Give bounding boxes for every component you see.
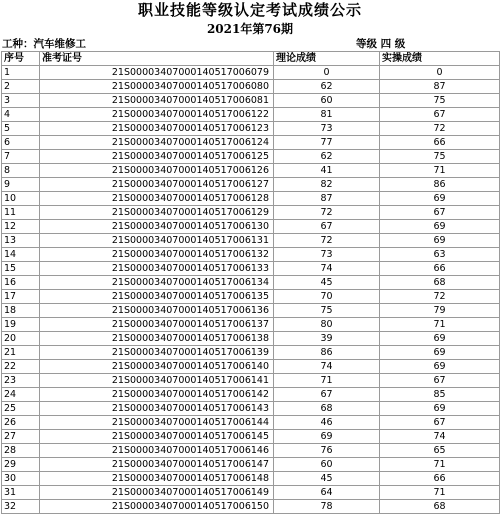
table-row — [2, 276, 500, 290]
exam-id-cell: 21S00003407000140517006149 — [40, 486, 274, 500]
table-row — [2, 136, 500, 150]
exam-id-cell: 21S00003407000140517006128 — [40, 192, 274, 206]
table-row — [2, 486, 500, 500]
theory-score-cell: 74 — [274, 262, 380, 276]
theory-score-cell: 87 — [274, 192, 380, 206]
row-index-cell: 11 — [2, 206, 40, 220]
exam-id-cell: 21S00003407000140517006127 — [40, 178, 274, 192]
theory-score-cell: 70 — [274, 290, 380, 304]
table-body — [2, 66, 500, 514]
practical-score-cell: 85 — [380, 388, 500, 402]
column-header-theory-score: 理论成绩 — [274, 52, 380, 66]
table-row — [2, 80, 500, 94]
practical-score-cell: 67 — [380, 374, 500, 388]
practical-score-cell: 69 — [380, 234, 500, 248]
exam-id-cell: 21S00003407000140517006142 — [40, 388, 274, 402]
row-index-cell: 27 — [2, 430, 40, 444]
table-row — [2, 262, 500, 276]
table-row — [2, 220, 500, 234]
table-row — [2, 472, 500, 486]
table-row — [2, 304, 500, 318]
row-index-cell: 10 — [2, 192, 40, 206]
exam-id-cell: 21S00003407000140517006079 — [40, 66, 274, 80]
exam-id-cell: 21S00003407000140517006132 — [40, 248, 274, 262]
row-index-cell: 2 — [2, 80, 40, 94]
practical-score-cell: 69 — [380, 346, 500, 360]
row-index-cell: 24 — [2, 388, 40, 402]
row-index-cell: 20 — [2, 332, 40, 346]
column-header-index: 序号 — [2, 52, 40, 66]
theory-score-cell: 82 — [274, 178, 380, 192]
exam-id-cell: 21S00003407000140517006147 — [40, 458, 274, 472]
row-index-cell: 26 — [2, 416, 40, 430]
theory-score-cell: 73 — [274, 122, 380, 136]
theory-score-cell: 73 — [274, 248, 380, 262]
practical-score-cell: 71 — [380, 318, 500, 332]
theory-score-cell: 45 — [274, 276, 380, 290]
practical-score-cell: 86 — [380, 178, 500, 192]
theory-score-cell: 68 — [274, 402, 380, 416]
practical-score-cell: 71 — [380, 486, 500, 500]
table-row — [2, 388, 500, 402]
exam-id-cell: 21S00003407000140517006133 — [40, 262, 274, 276]
exam-id-cell: 21S00003407000140517006143 — [40, 402, 274, 416]
theory-score-cell: 75 — [274, 304, 380, 318]
theory-score-cell: 64 — [274, 486, 380, 500]
practical-score-cell: 0 — [380, 66, 500, 80]
table-row — [2, 108, 500, 122]
exam-id-cell: 21S00003407000140517006140 — [40, 360, 274, 374]
table-row — [2, 94, 500, 108]
practical-score-cell: 68 — [380, 500, 500, 514]
exam-id-cell: 21S00003407000140517006080 — [40, 80, 274, 94]
theory-score-cell: 67 — [274, 220, 380, 234]
practical-score-cell: 71 — [380, 458, 500, 472]
theory-score-cell: 41 — [274, 164, 380, 178]
exam-id-cell: 21S00003407000140517006123 — [40, 122, 274, 136]
row-index-cell: 17 — [2, 290, 40, 304]
theory-score-cell: 78 — [274, 500, 380, 514]
meta-row — [0, 38, 500, 51]
practical-score-cell: 69 — [380, 402, 500, 416]
exam-id-cell: 21S00003407000140517006081 — [40, 94, 274, 108]
practical-score-cell: 75 — [380, 150, 500, 164]
table-row — [2, 122, 500, 136]
theory-score-cell: 0 — [274, 66, 380, 80]
row-index-cell: 23 — [2, 374, 40, 388]
column-header-practical-score: 实操成绩 — [380, 52, 500, 66]
work-type-label: 工种：汽车维修工 — [2, 38, 86, 50]
row-index-cell: 18 — [2, 304, 40, 318]
practical-score-cell: 63 — [380, 248, 500, 262]
practical-score-cell: 66 — [380, 472, 500, 486]
theory-score-cell: 76 — [274, 444, 380, 458]
exam-id-cell: 21S00003407000140517006134 — [40, 276, 274, 290]
document-subtitle: 2021年第76期 — [206, 22, 294, 36]
table-row — [2, 164, 500, 178]
exam-id-cell: 21S00003407000140517006139 — [40, 346, 274, 360]
row-index-cell: 1 — [2, 66, 40, 80]
practical-score-cell: 71 — [380, 164, 500, 178]
row-index-cell: 14 — [2, 248, 40, 262]
practical-score-cell: 65 — [380, 444, 500, 458]
theory-score-cell: 46 — [274, 416, 380, 430]
document-title: 职业技能等级认定考试成绩公示 — [137, 1, 362, 19]
table-row — [2, 416, 500, 430]
exam-id-cell: 21S00003407000140517006137 — [40, 318, 274, 332]
row-index-cell: 32 — [2, 500, 40, 514]
table-row — [2, 444, 500, 458]
table-row — [2, 318, 500, 332]
practical-score-cell: 72 — [380, 122, 500, 136]
table-row — [2, 178, 500, 192]
table-row — [2, 234, 500, 248]
table-row — [2, 360, 500, 374]
table-row — [2, 374, 500, 388]
row-index-cell: 16 — [2, 276, 40, 290]
score-table — [1, 51, 500, 514]
theory-score-cell: 62 — [274, 150, 380, 164]
table-row — [2, 192, 500, 206]
theory-score-cell: 74 — [274, 360, 380, 374]
practical-score-cell: 68 — [380, 276, 500, 290]
row-index-cell: 7 — [2, 150, 40, 164]
table-row — [2, 150, 500, 164]
table-header-row — [2, 52, 500, 66]
practical-score-cell: 74 — [380, 430, 500, 444]
table-row — [2, 346, 500, 360]
practical-score-cell: 67 — [380, 416, 500, 430]
theory-score-cell: 62 — [274, 80, 380, 94]
table-row — [2, 290, 500, 304]
exam-id-cell: 21S00003407000140517006129 — [40, 206, 274, 220]
practical-score-cell: 75 — [380, 94, 500, 108]
practical-score-cell: 66 — [380, 136, 500, 150]
exam-id-cell: 21S00003407000140517006131 — [40, 234, 274, 248]
theory-score-cell: 77 — [274, 136, 380, 150]
row-index-cell: 15 — [2, 262, 40, 276]
practical-score-cell: 67 — [380, 206, 500, 220]
practical-score-cell: 67 — [380, 108, 500, 122]
row-index-cell: 6 — [2, 136, 40, 150]
practical-score-cell: 72 — [380, 290, 500, 304]
row-index-cell: 4 — [2, 108, 40, 122]
table-row — [2, 430, 500, 444]
exam-id-cell: 21S00003407000140517006145 — [40, 430, 274, 444]
exam-id-cell: 21S00003407000140517006146 — [40, 444, 274, 458]
exam-id-cell: 21S00003407000140517006144 — [40, 416, 274, 430]
table-row — [2, 332, 500, 346]
theory-score-cell: 80 — [274, 318, 380, 332]
exam-id-cell: 21S00003407000140517006125 — [40, 150, 274, 164]
table-row — [2, 402, 500, 416]
theory-score-cell: 72 — [274, 206, 380, 220]
grade-label: 等级 四 级 — [356, 38, 406, 50]
exam-id-cell: 21S00003407000140517006136 — [40, 304, 274, 318]
row-index-cell: 8 — [2, 164, 40, 178]
theory-score-cell: 60 — [274, 458, 380, 472]
row-index-cell: 3 — [2, 94, 40, 108]
practical-score-cell: 79 — [380, 304, 500, 318]
exam-id-cell: 21S00003407000140517006130 — [40, 220, 274, 234]
practical-score-cell: 69 — [380, 220, 500, 234]
practical-score-cell: 87 — [380, 80, 500, 94]
table-row — [2, 66, 500, 80]
theory-score-cell: 60 — [274, 94, 380, 108]
theory-score-cell: 86 — [274, 346, 380, 360]
row-index-cell: 12 — [2, 220, 40, 234]
practical-score-cell: 69 — [380, 332, 500, 346]
exam-id-cell: 21S00003407000140517006138 — [40, 332, 274, 346]
exam-id-cell: 21S00003407000140517006124 — [40, 136, 274, 150]
row-index-cell: 5 — [2, 122, 40, 136]
practical-score-cell: 69 — [380, 192, 500, 206]
exam-id-cell: 21S00003407000140517006148 — [40, 472, 274, 486]
row-index-cell: 21 — [2, 346, 40, 360]
row-index-cell: 19 — [2, 318, 40, 332]
practical-score-cell: 66 — [380, 262, 500, 276]
exam-id-cell: 21S00003407000140517006141 — [40, 374, 274, 388]
table-row — [2, 206, 500, 220]
practical-score-cell: 69 — [380, 360, 500, 374]
theory-score-cell: 72 — [274, 234, 380, 248]
exam-id-cell: 21S00003407000140517006150 — [40, 500, 274, 514]
table-row — [2, 248, 500, 262]
table-row — [2, 458, 500, 472]
row-index-cell: 13 — [2, 234, 40, 248]
row-index-cell: 28 — [2, 444, 40, 458]
theory-score-cell: 45 — [274, 472, 380, 486]
theory-score-cell: 39 — [274, 332, 380, 346]
theory-score-cell: 67 — [274, 388, 380, 402]
row-index-cell: 9 — [2, 178, 40, 192]
column-header-exam-id: 准考证号 — [40, 52, 274, 66]
row-index-cell: 30 — [2, 472, 40, 486]
row-index-cell: 31 — [2, 486, 40, 500]
theory-score-cell: 81 — [274, 108, 380, 122]
exam-id-cell: 21S00003407000140517006126 — [40, 164, 274, 178]
row-index-cell: 25 — [2, 402, 40, 416]
exam-id-cell: 21S00003407000140517006135 — [40, 290, 274, 304]
table-row — [2, 500, 500, 514]
row-index-cell: 29 — [2, 458, 40, 472]
theory-score-cell: 71 — [274, 374, 380, 388]
row-index-cell: 22 — [2, 360, 40, 374]
exam-id-cell: 21S00003407000140517006122 — [40, 108, 274, 122]
theory-score-cell: 69 — [274, 430, 380, 444]
